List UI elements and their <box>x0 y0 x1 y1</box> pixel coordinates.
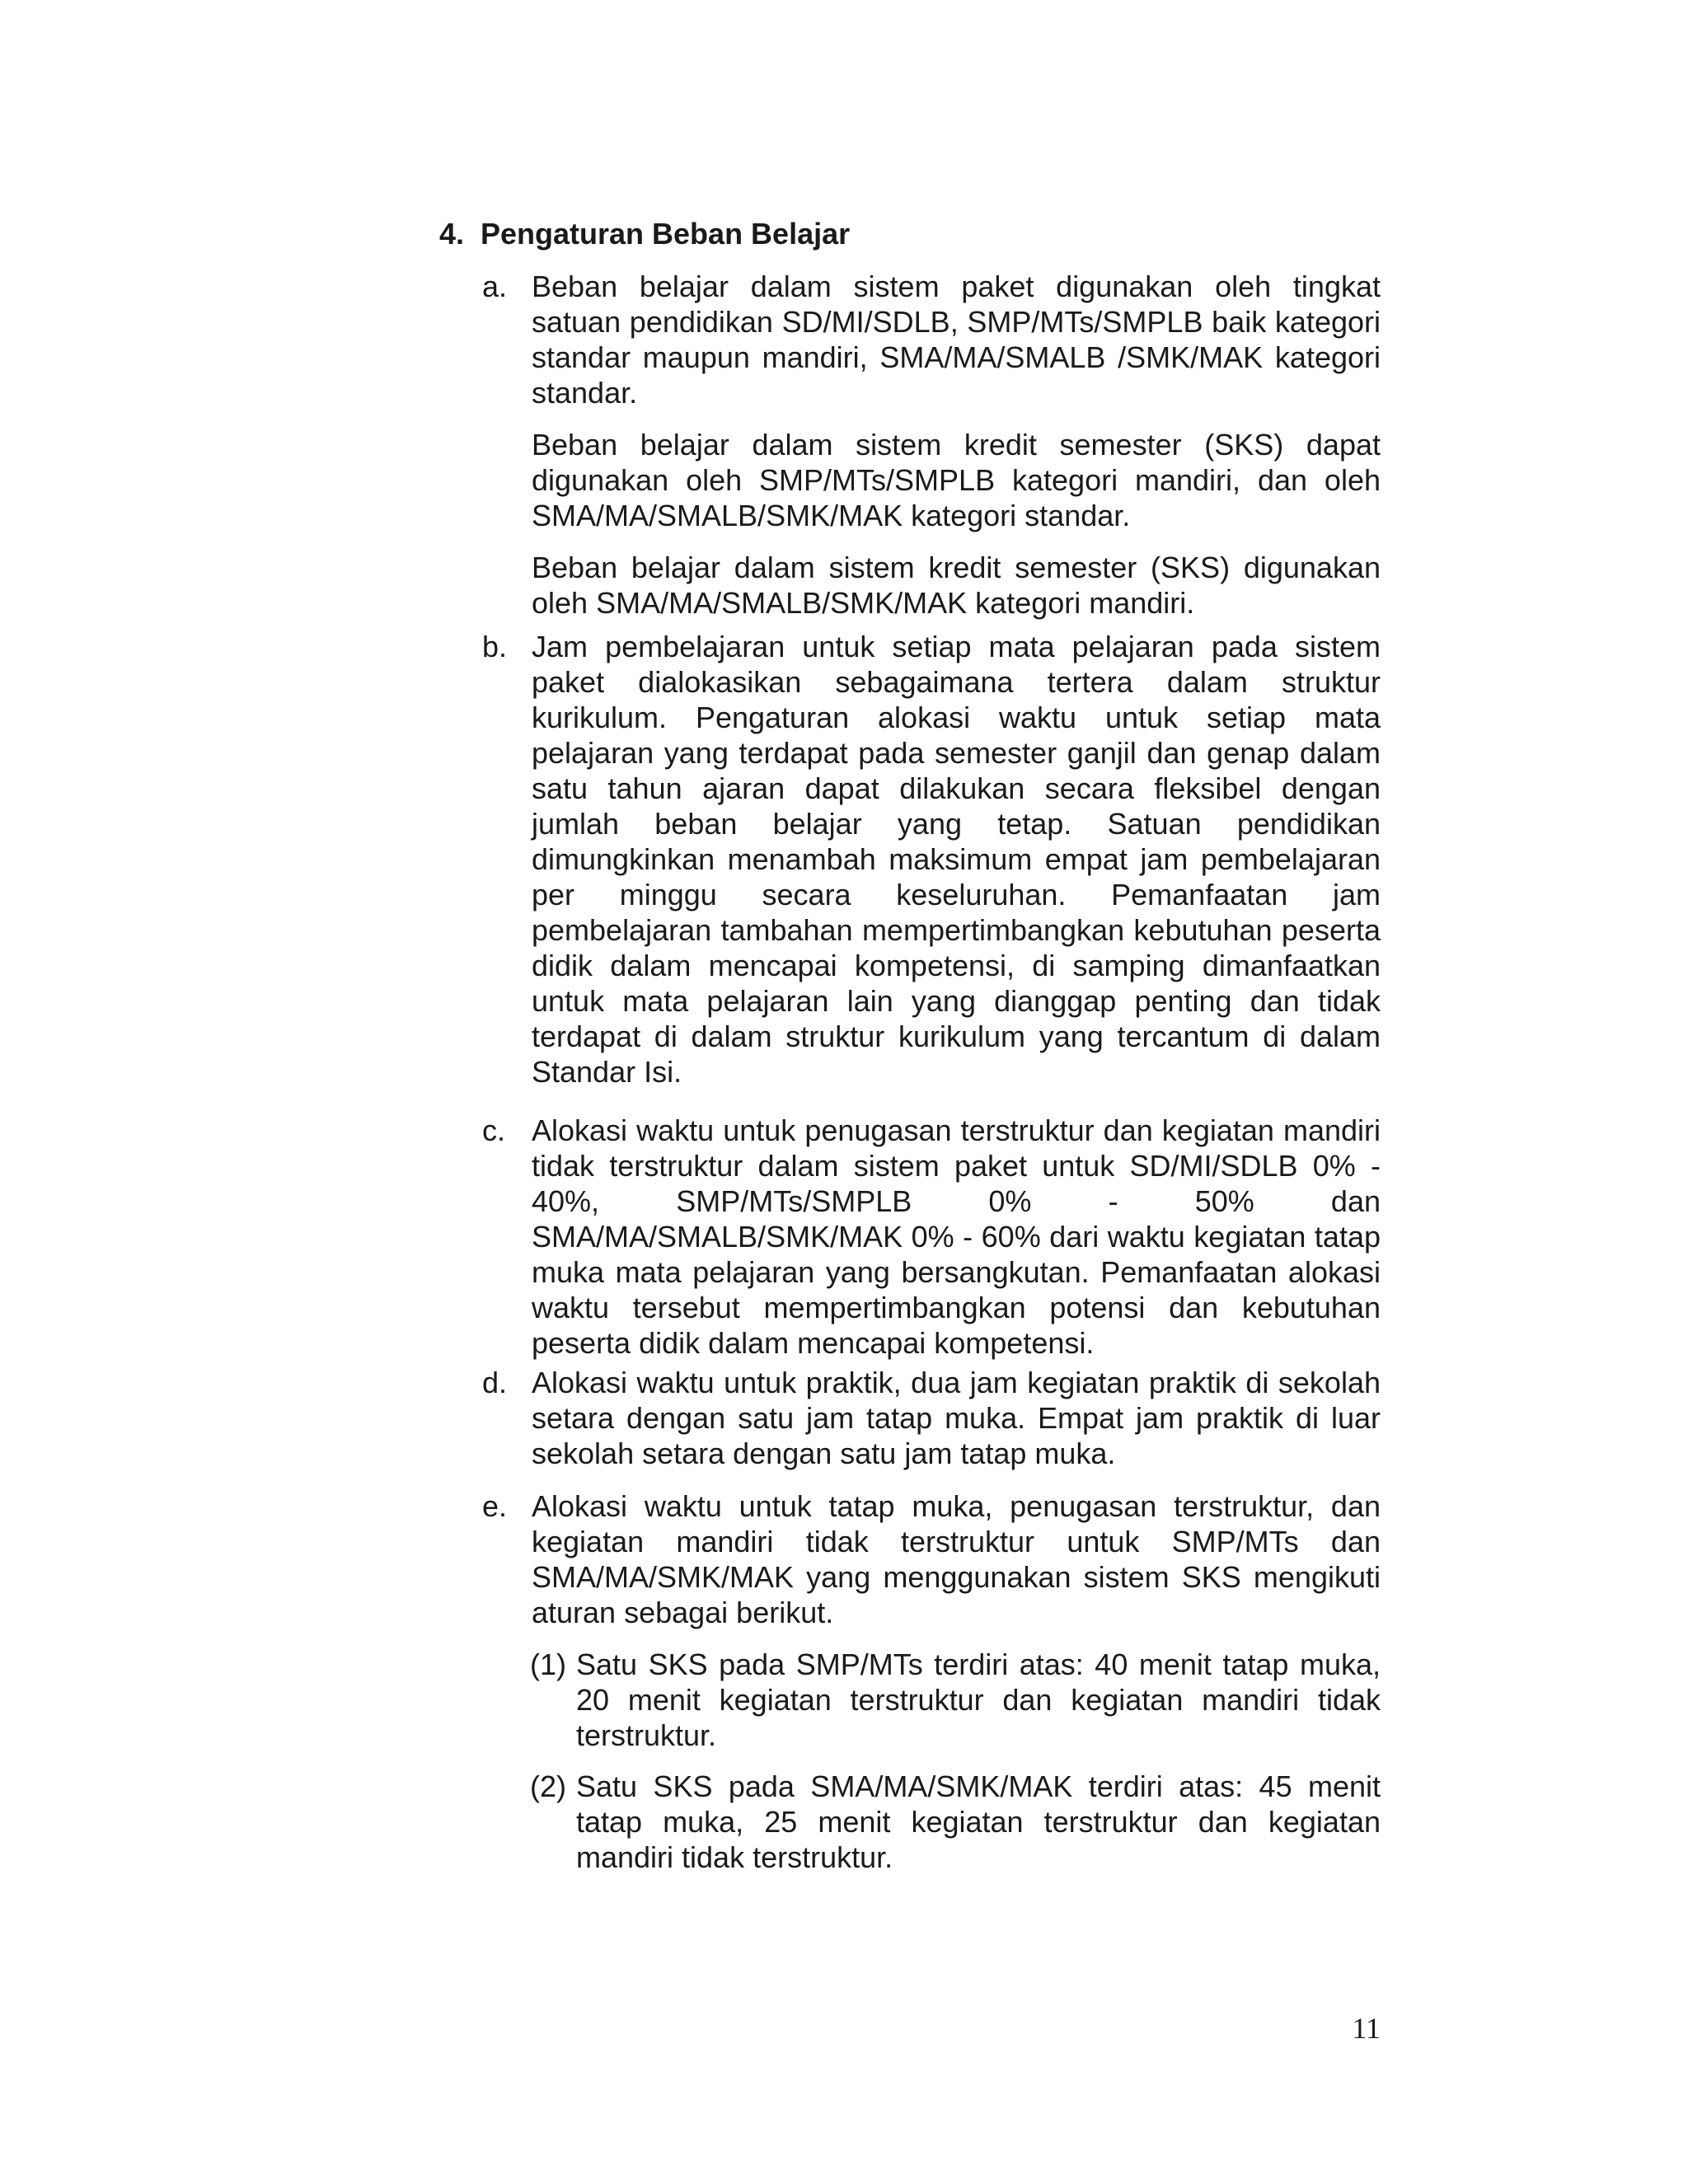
page-number: 11 <box>1352 2012 1381 2045</box>
paragraph: Alokasi waktu untuk tatap muka, penugasan terstruktur, dan kegiatan mandiri tidak terstruktur untuk SMP/MTs dan SMA/MA/SMK/MAK yang menggunakan sistem SKS mengikuti aturan sebagai berikut. <box>532 1489 1381 1629</box>
list-marker: c. <box>482 1113 506 1147</box>
sub-item-2 <box>530 1769 1381 1875</box>
list-item-c <box>482 1113 1381 1361</box>
list-marker: e. <box>482 1489 508 1523</box>
sub-item-marker: (2) <box>530 1769 566 1803</box>
list-marker: d. <box>482 1366 508 1399</box>
sub-item-text: Satu SKS pada SMA/MA/SMK/MAK terdiri atas: 45 menit tatap muka, 25 menit kegiatan terstruktur dan kegiatan mandiri tidak terstruktur. <box>576 1769 1381 1874</box>
paragraph: Alokasi waktu untuk praktik, dua jam kegiatan praktik di sekolah setara dengan satu jam tatap muka. Empat jam praktik di luar sekolah setara dengan satu jam tatap muka. <box>532 1366 1381 1470</box>
section-title: Pengaturan Beban Belajar <box>481 217 851 251</box>
section-heading <box>439 216 1387 251</box>
list-marker: a. <box>482 269 508 303</box>
paragraph: Beban belajar dalam sistem kredit semester (SKS) digunakan oleh SMA/MA/SMALB/SMK/MAK kategori mandiri. <box>532 551 1381 620</box>
sub-item-1 <box>530 1647 1381 1753</box>
paragraph: Alokasi waktu untuk penugasan terstruktur dan kegiatan mandiri tidak terstruktur dalam sistem paket untuk SD/MI/SDLB 0% - 40%, SMP/MTs/SMPLB 0% - 50% dan SMA/MA/SMALB/SMK/MAK 0% - 60% dari waktu kegiatan tatap muka mata pelajaran yang bersangkutan. Pemanfaatan alokasi waktu tersebut mempertimbangkan potensi dan kebutuhan peserta didik dalam mencapai kompetensi. <box>532 1113 1381 1360</box>
list-item-a <box>482 269 1381 621</box>
list-item-b <box>482 629 1381 1090</box>
paragraph: Beban belajar dalam sistem kredit semester (SKS) dapat digunakan oleh SMP/MTs/SMPLB kategori mandiri, dan oleh SMA/MA/SMALB/SMK/MAK kategori standar. <box>532 428 1381 532</box>
section-number: 4. <box>439 217 465 251</box>
paragraph: Jam pembelajaran untuk setiap mata pelajaran pada sistem paket dialokasikan sebagaimana tertera dalam struktur kurikulum. Pengaturan alokasi waktu untuk setiap mata pelajaran yang terdapat pada semester ganjil dan genap dalam satu tahun ajaran dapat dilakukan secara fleksibel dengan jumlah beban belajar yang tetap. Satuan pendidikan dimungkinkan menambah maksimum empat jam pembelajaran per minggu secara keseluruhan. Pemanfaatan jam pembelajaran tambahan mempertimbangkan kebutuhan peserta didik dalam mencapai kompetensi, di samping dimanfaatkan untuk mata pelajaran lain yang dianggap penting dan tidak terdapat di dalam struktur kurikulum yang tercantum di dalam Standar Isi. <box>532 630 1381 1089</box>
list-item-d <box>482 1365 1381 1471</box>
sub-item-marker: (1) <box>530 1647 566 1681</box>
list-item-e <box>482 1488 1381 1630</box>
list-marker: b. <box>482 630 508 663</box>
paragraph: Beban belajar dalam sistem paket digunakan oleh tingkat satuan pendidikan SD/MI/SDLB, SMP/MTs/SMPLB baik kategori standar maupun mandiri, SMA/MA/SMALB /SMK/MAK kategori standar. <box>532 269 1381 410</box>
sub-item-text: Satu SKS pada SMP/MTs terdiri atas: 40 menit tatap muka, 20 menit kegiatan terstruktur dan kegiatan mandiri tidak terstruktur. <box>576 1647 1381 1752</box>
